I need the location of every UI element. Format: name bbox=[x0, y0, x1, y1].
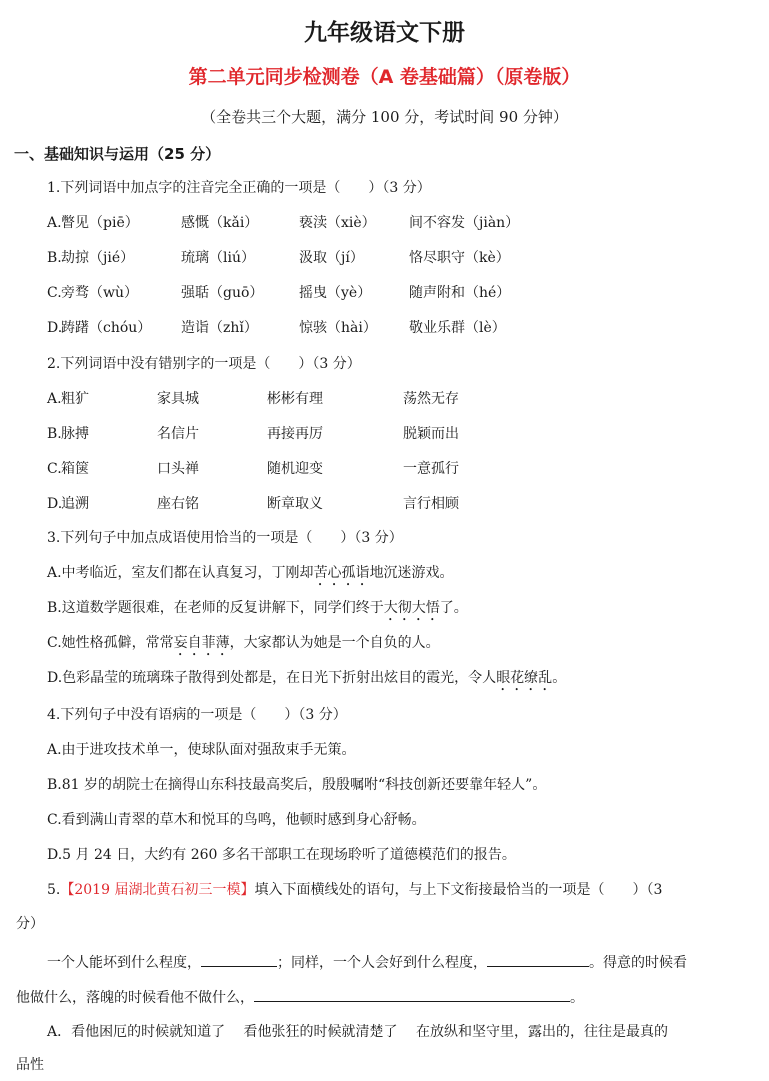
option-label: C. bbox=[47, 285, 62, 301]
question-2-option-a-item: 粗犷 bbox=[61, 391, 89, 407]
question-2-option-d-item: 断章取义 bbox=[267, 496, 323, 512]
section-heading: 一、基础知识与运用（25 分） bbox=[14, 145, 221, 163]
question-2-option-c-item: 一意孤行 bbox=[403, 461, 459, 477]
question-2-option-c-item: 箱箧 bbox=[61, 461, 89, 477]
option-label: B. bbox=[47, 426, 62, 442]
option-label: A. bbox=[47, 215, 62, 231]
question-2-option-b-item: 再接再厉 bbox=[267, 426, 323, 442]
question-1-option-a-item: 瞥见（piē） bbox=[61, 215, 139, 231]
question-3-option-c: C.她性格孤僻，常常妄自菲薄，大家都认为她是一个自负的人。 bbox=[47, 635, 440, 651]
question-2-option-d-item: 言行相顾 bbox=[403, 496, 459, 512]
exam-subtitle: 第二单元同步检测卷（A 卷基础篇）（原卷版） bbox=[188, 66, 581, 88]
question-1-option-a-item: 间不容发（jiàn） bbox=[409, 215, 520, 231]
question-4-option-d: D.5 月 24 日，大约有 260 多名干部职工在现场聆听了道德模范们的报告。 bbox=[47, 847, 516, 863]
question-1-option-a-item: 感慨（kǎi） bbox=[181, 215, 259, 231]
question-5-option-a: A．看他困厄的时候就知道了 看他张狂的时候就清楚了 在放纵和坚守里，露出的，往往是最真的 bbox=[47, 1024, 669, 1040]
question-4-option-b: B.81 岁的胡院士在摘得山东科技最高奖后，殷殷嘱咐“科技创新还要靠年轻人”。 bbox=[47, 777, 547, 793]
question-2-option-a-item: 荡然无存 bbox=[403, 391, 459, 407]
question-3-option-a: A.中考临近，室友们都在认真复习，丁刚却苦心孤诣地沉迷游戏。 bbox=[47, 565, 454, 581]
question-2-stem: 2.下列词语中没有错别字的一项是（ ）（3 分） bbox=[47, 356, 361, 372]
question-2-option-b-item: 名信片 bbox=[157, 426, 199, 442]
question-source: 【2019 届湖北黄石初三一模】 bbox=[60, 882, 255, 898]
question-1-option-c-item: 随声附和（hé） bbox=[409, 285, 511, 301]
question-2-option-b-item: 脱颖而出 bbox=[403, 426, 459, 442]
question-1-option-d-item: 踌躇（chóu） bbox=[61, 320, 152, 336]
dotted-idiom: 妄自菲薄 bbox=[173, 635, 230, 651]
question-2-option-a-item: 彬彬有理 bbox=[267, 391, 323, 407]
dotted-idiom: 眼花缭乱 bbox=[496, 670, 553, 686]
question-3-option-d: D.色彩晶莹的琉璃珠子散得到处都是，在日光下折射出炫目的霞光，令人眼花缭乱。 bbox=[47, 670, 567, 686]
question-4-stem: 4.下列句子中没有语病的一项是（ ）（3 分） bbox=[47, 707, 347, 723]
question-1-option-c-item: 强聒（guō） bbox=[181, 285, 264, 301]
dotted-idiom: 大彻大悟 bbox=[383, 600, 440, 616]
question-1-option-a-item: 亵渎（xiè） bbox=[299, 215, 376, 231]
question-1-option-d-item: 惊骇（hài） bbox=[299, 320, 377, 336]
question-1-option-b-item: 琉璃（liú） bbox=[181, 250, 255, 266]
question-1-option-b-item: 汲取（jí） bbox=[299, 250, 364, 266]
option-label: A. bbox=[47, 391, 62, 407]
answer-blank-3[interactable] bbox=[254, 987, 570, 1002]
question-1-stem: 1.下列词语中加点字的注音完全正确的一项是（ ）（3 分） bbox=[47, 180, 431, 196]
question-1-option-b-item: 劫掠（jié） bbox=[61, 250, 135, 266]
exam-note: （全卷共三个大题，满分 100 分，考试时间 90 分钟） bbox=[201, 108, 568, 126]
page-title: 九年级语文下册 bbox=[304, 20, 465, 46]
question-1-option-b-item: 恪尽职守（kè） bbox=[409, 250, 510, 266]
question-2-option-d-item: 追溯 bbox=[61, 496, 89, 512]
question-1-option-c-item: 旁骛（wù） bbox=[61, 285, 138, 301]
question-3-option-b: B.这道数学题很难，在老师的反复讲解下，同学们终于大彻大悟了。 bbox=[47, 600, 468, 616]
question-1-option-d-item: 造诣（zhǐ） bbox=[181, 320, 258, 336]
passage-line-1: 一个人能坏到什么程度， ；同样，一个人会好到什么程度， 。得意的时候看 bbox=[47, 952, 687, 973]
question-1-option-d-item: 敬业乐群（lè） bbox=[409, 320, 506, 336]
passage-line-2: 他做什么，落魄的时候看他不做什么， 。 bbox=[16, 987, 584, 1008]
question-1-option-c-item: 摇曳（yè） bbox=[299, 285, 372, 301]
question-5-option-a-cont: 品性 bbox=[16, 1057, 44, 1073]
question-5-stem-cont: 分） bbox=[16, 916, 44, 932]
option-label: B. bbox=[47, 250, 62, 266]
question-2-option-c-item: 口头禅 bbox=[157, 461, 199, 477]
question-4-option-a: A.由于进攻技术单一，使球队面对强敌束手无策。 bbox=[47, 742, 356, 758]
option-label: C. bbox=[47, 461, 62, 477]
dotted-idiom: 苦心孤诣 bbox=[313, 565, 370, 581]
question-2-option-d-item: 座右铭 bbox=[157, 496, 199, 512]
question-2-option-c-item: 随机迎变 bbox=[267, 461, 323, 477]
option-label: D. bbox=[47, 496, 63, 512]
question-4-option-c: C.看到满山青翠的草木和悦耳的鸟鸣，他顿时感到身心舒畅。 bbox=[47, 812, 426, 828]
answer-blank-1[interactable] bbox=[201, 952, 277, 967]
question-3-stem: 3.下列句子中加点成语使用恰当的一项是（ ）（3 分） bbox=[47, 530, 403, 546]
answer-blank-2[interactable] bbox=[487, 952, 589, 967]
option-label: D. bbox=[47, 320, 63, 336]
question-5-stem: 5.【2019 届湖北黄石初三一模】填入下面横线处的语句，与上下文衔接最恰当的一项是（ ）（3 bbox=[47, 882, 663, 898]
question-2-option-b-item: 脉搏 bbox=[61, 426, 89, 442]
question-2-option-a-item: 家具城 bbox=[157, 391, 199, 407]
